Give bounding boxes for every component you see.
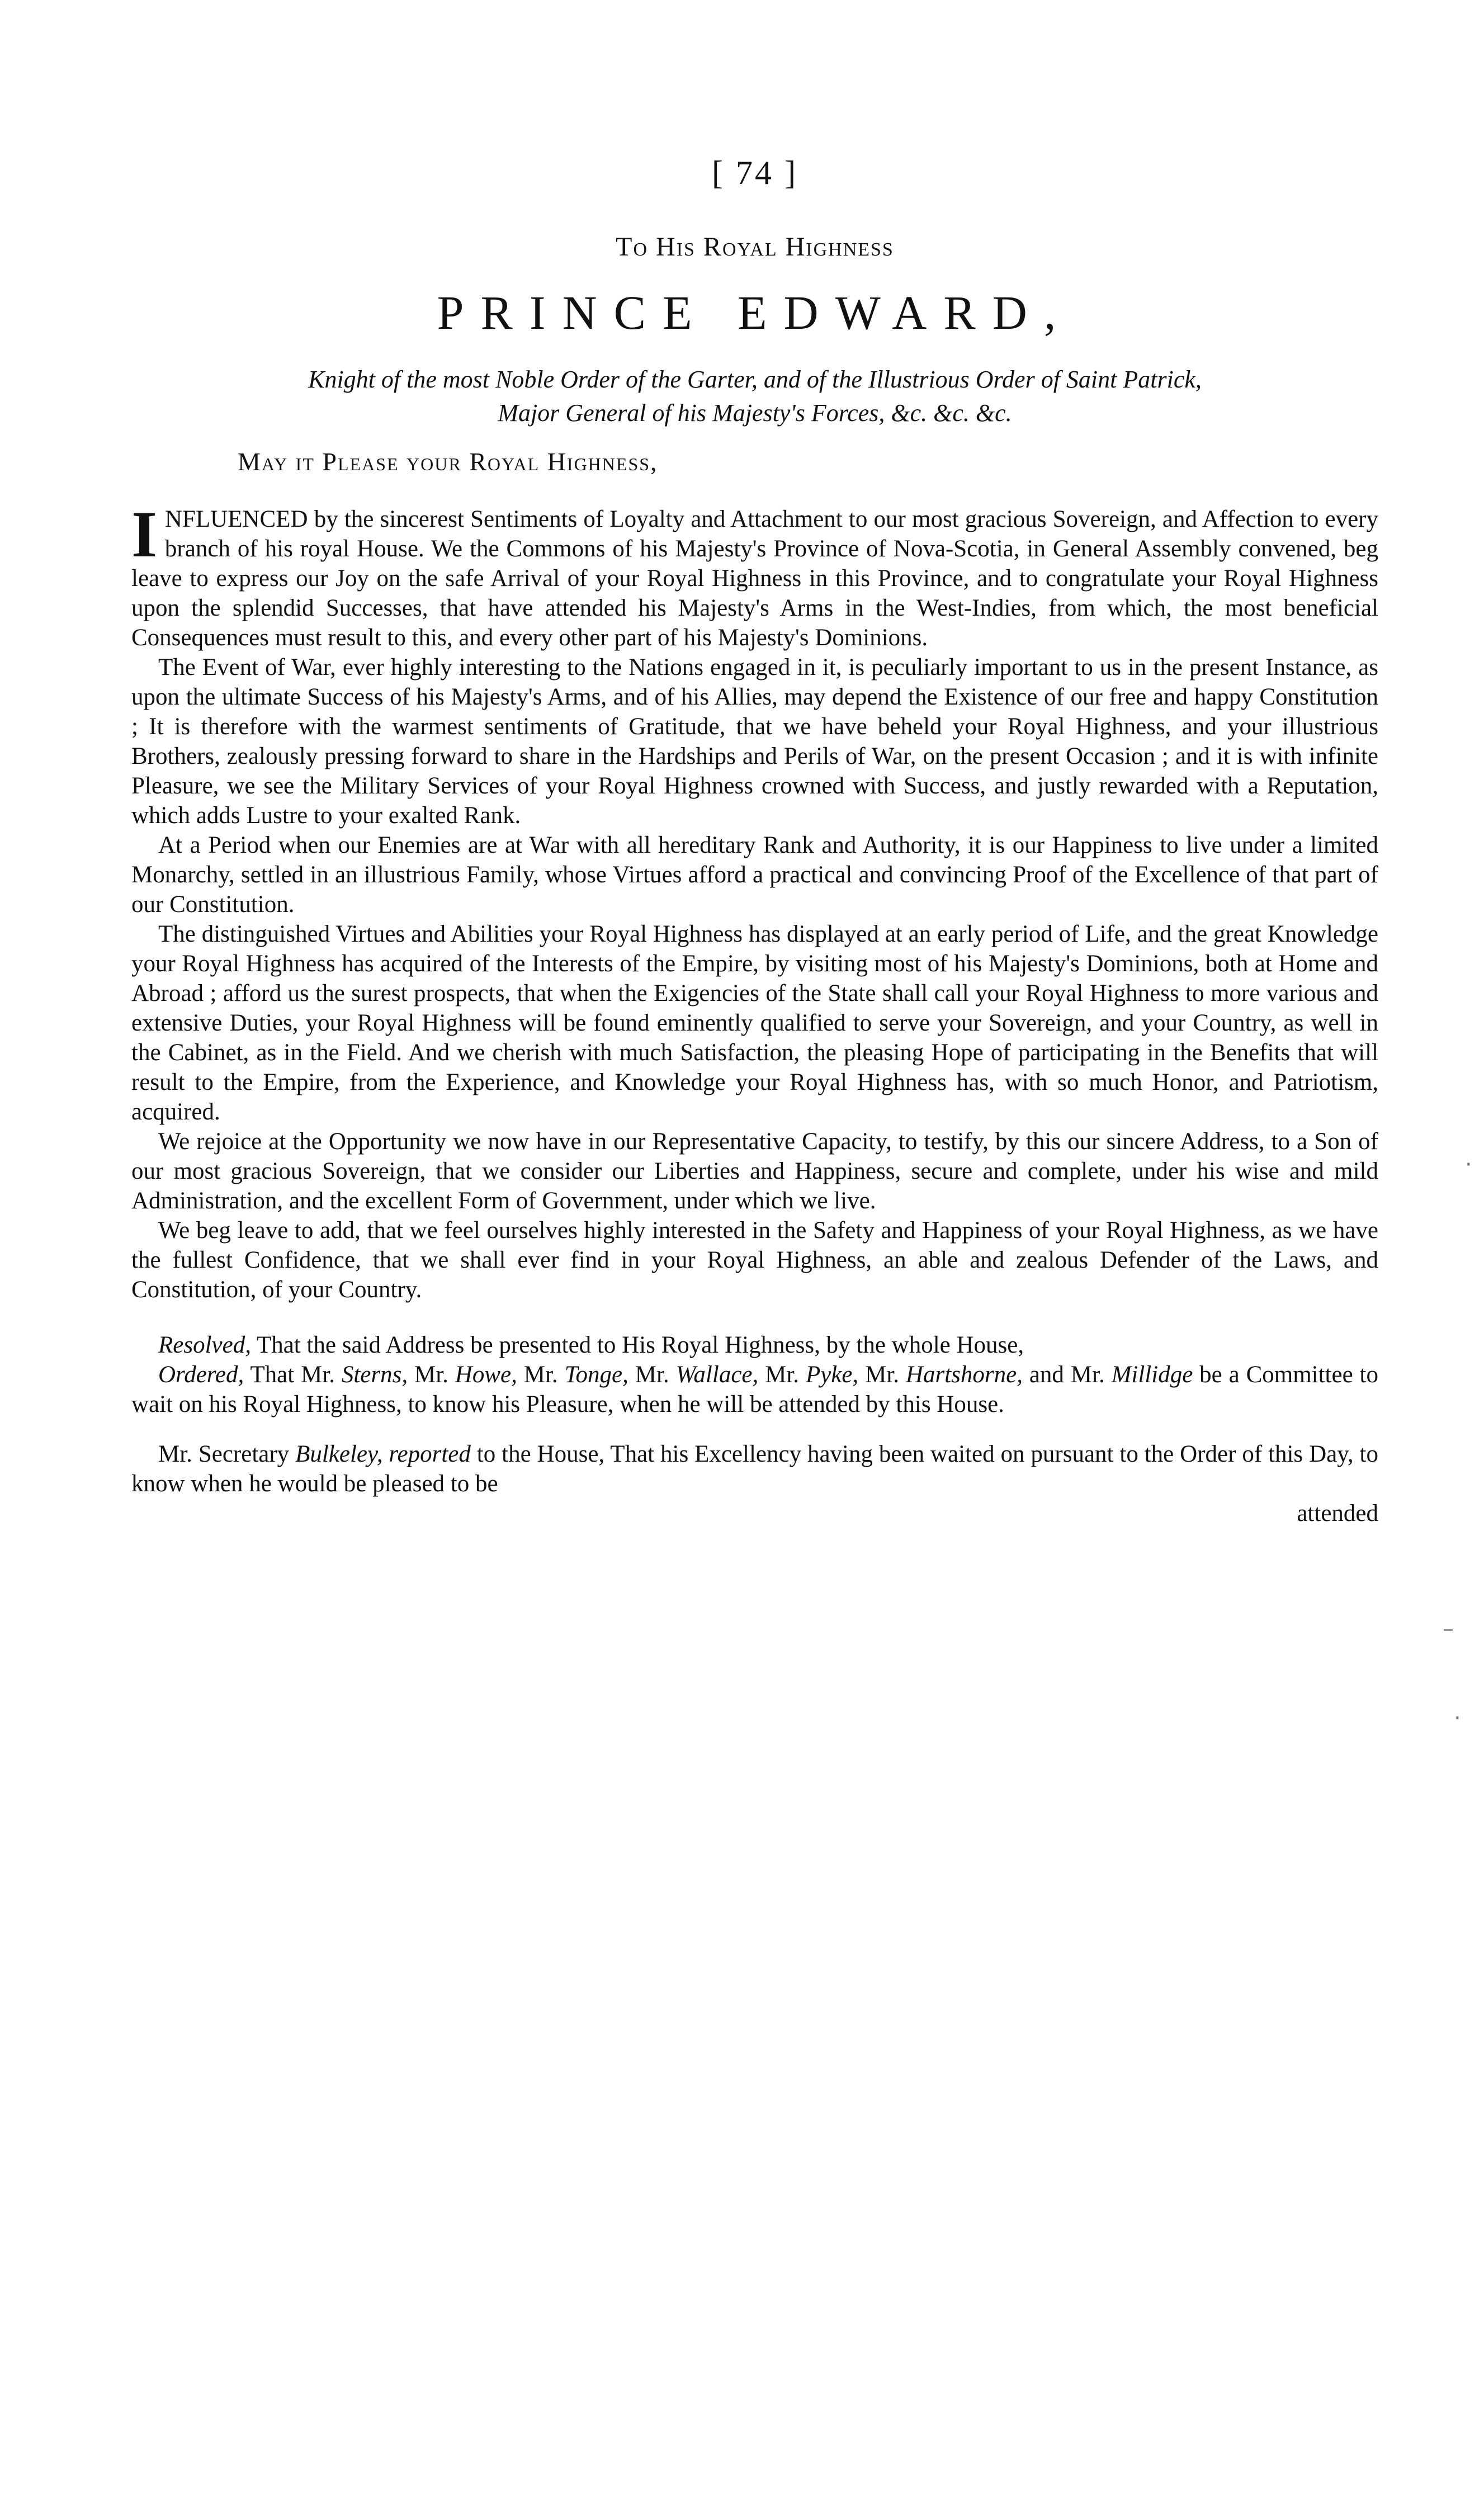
title-line: Major General of his Majesty's Forces, &c. &c. &c. <box>498 399 1012 427</box>
honorific-titles <box>131 363 1378 430</box>
address-paragraph: The distinguished Virtues and Abilities your Royal Highness has displayed at an early period of Life, and the great Knowledge your Royal Highness has acquired of the Interests of the Empire, by visiting most of his Majesty's Dominions, both at Home and Abroad ; afford us the surest prospects, that when the Exigencies of the State shall call your Royal Highness to more various and extensive Duties, your Royal Highness will be found eminently qualified to serve your Sovereign, and your Country, as well in the Cabinet, as in the Field. And we cherish with much Satisfaction, the pleasing Hope of participating in the Benefits that will result to the Empire, from the Experience, and Knowledge your Royal Highness has, with so much Honor, and Patriotism, acquired. <box>131 921 1378 1125</box>
ordered-text: and Mr. <box>1029 1362 1105 1388</box>
margin-dot: · <box>1454 1705 1461 1731</box>
spacer <box>131 1305 1378 1330</box>
margin-dash: – <box>1443 1616 1454 1642</box>
address-paragraph: At a Period when our Enemies are at War with all hereditary Rank and Authority, it is our Happiness to live under a limited Monarchy, settled in an illustrious Family, whose Virtues afford a practical and convincing Proof of the Excellence of that part of our Constitution. <box>131 832 1378 918</box>
address-paragraph: We beg leave to add, that we feel ourselves highly interested in the Safety and Happiness of your Royal Highness, as we have the fullest Confidence, that we shall ever find in your Royal Highness, an able and zealous Defender of the Laws, and Constitution, of your Country. <box>131 1217 1378 1303</box>
report-paragraph <box>131 1439 1378 1499</box>
ordered-text: be a Committee to wait on his Royal Highness, to know his Pleasure, when he will be attended by this House. <box>131 1362 1378 1417</box>
document-page <box>131 154 1378 1528</box>
member-name: Sterns, <box>341 1362 408 1388</box>
title-line: Knight of the most Noble Order of the Garter, and of the Illustrious Order of Saint Patrick, <box>308 366 1202 393</box>
member-name: Tonge, <box>564 1362 628 1388</box>
ordered-text: Mr. <box>414 1362 448 1388</box>
member-name: Wallace, <box>675 1362 759 1388</box>
address-body <box>131 498 1378 1305</box>
member-name: Hartshorne, <box>905 1362 1023 1388</box>
secretary-name: Bulkeley, <box>295 1441 383 1467</box>
address-paragraph: We rejoice at the Opportunity we now have in our Representative Capacity, to testify, by this our sincere Address, to a Son of our most gracious Sovereign, that we consider our Liberties and Happiness, secure and complete, under his wise and mild Administration, and the excellent Form of Government, under which we live. <box>131 1128 1378 1214</box>
member-name: Howe, <box>455 1362 517 1388</box>
report-text: Mr. Secretary <box>158 1441 290 1467</box>
member-name: Millidge <box>1111 1362 1193 1388</box>
member-name: Pyke, <box>805 1362 859 1388</box>
catchword: attended <box>1297 1500 1378 1527</box>
reported-word: reported <box>389 1441 471 1467</box>
ordered-label: Ordered, <box>158 1362 244 1388</box>
resolved-label: Resolved, <box>158 1332 251 1358</box>
margin-dot: · <box>1465 1152 1472 1178</box>
address-paragraph <box>131 498 1378 653</box>
report-text: to the House, That his Excellency having been waited on pursuant to the Order of this Day, to know when he would be pleased to be <box>131 1441 1379 1497</box>
ordered-text: Mr. <box>765 1362 800 1388</box>
ordered-text: Mr. <box>865 1362 900 1388</box>
ordered-text: Mr. <box>523 1362 558 1388</box>
prince-name-heading: PRINCE EDWARD, <box>437 286 1073 339</box>
resolved-text: That the said Address be presented to His Royal Highness, by the whole House, <box>256 1332 1024 1358</box>
ordered-paragraph <box>131 1360 1378 1419</box>
spacer <box>131 1419 1378 1439</box>
ordered-text: Mr. <box>635 1362 669 1388</box>
address-paragraph: The Event of War, ever highly interesting to the Nations engaged in it, is peculiarly important to us in the present Instance, as upon the ultimate Success of his Majesty's Arms, and of his Allies, may depend the Existence of our free and happy Constitution ; It is therefore with the warmest sentiments of Gratitude, that we have beheld your Royal Highness, and your illustrious Brothers, zealously pressing forward to share in the Hardships and Perils of War, on the present Occasion ; and it is with infinite Pleasure, we see the Military Services of your Royal Highness crowned with Success, and justly rewarded with a Reputation, which adds Lustre to your exalted Rank. <box>131 654 1378 829</box>
salutation: May it Please your Royal Highness, <box>238 447 658 476</box>
page-number: [ 74 ] <box>712 154 798 191</box>
resolved-paragraph <box>131 1330 1378 1360</box>
paragraph-text: NFLUENCED by the sincerest Sentiments of Loyalty and Attachment to our most gracious Sovereign, and Affection to every branch of his royal House. We the Commons of his Majesty's Province of Nova-Scotia, in General Assembly convened, beg leave to express our Joy on the safe Arrival of your Royal Highness in this Province, and to congratulate your Royal Highness upon the splendid Successes, that have attended his Majesty's Arms in the West-Indies, from which, the most beneficial Consequences must result to this, and every other part of his Majesty's Dominions. <box>131 506 1378 651</box>
ordered-text: That Mr. <box>250 1362 335 1388</box>
drop-cap: I <box>131 498 157 571</box>
dedication-line: To His Royal Highness <box>616 232 894 262</box>
